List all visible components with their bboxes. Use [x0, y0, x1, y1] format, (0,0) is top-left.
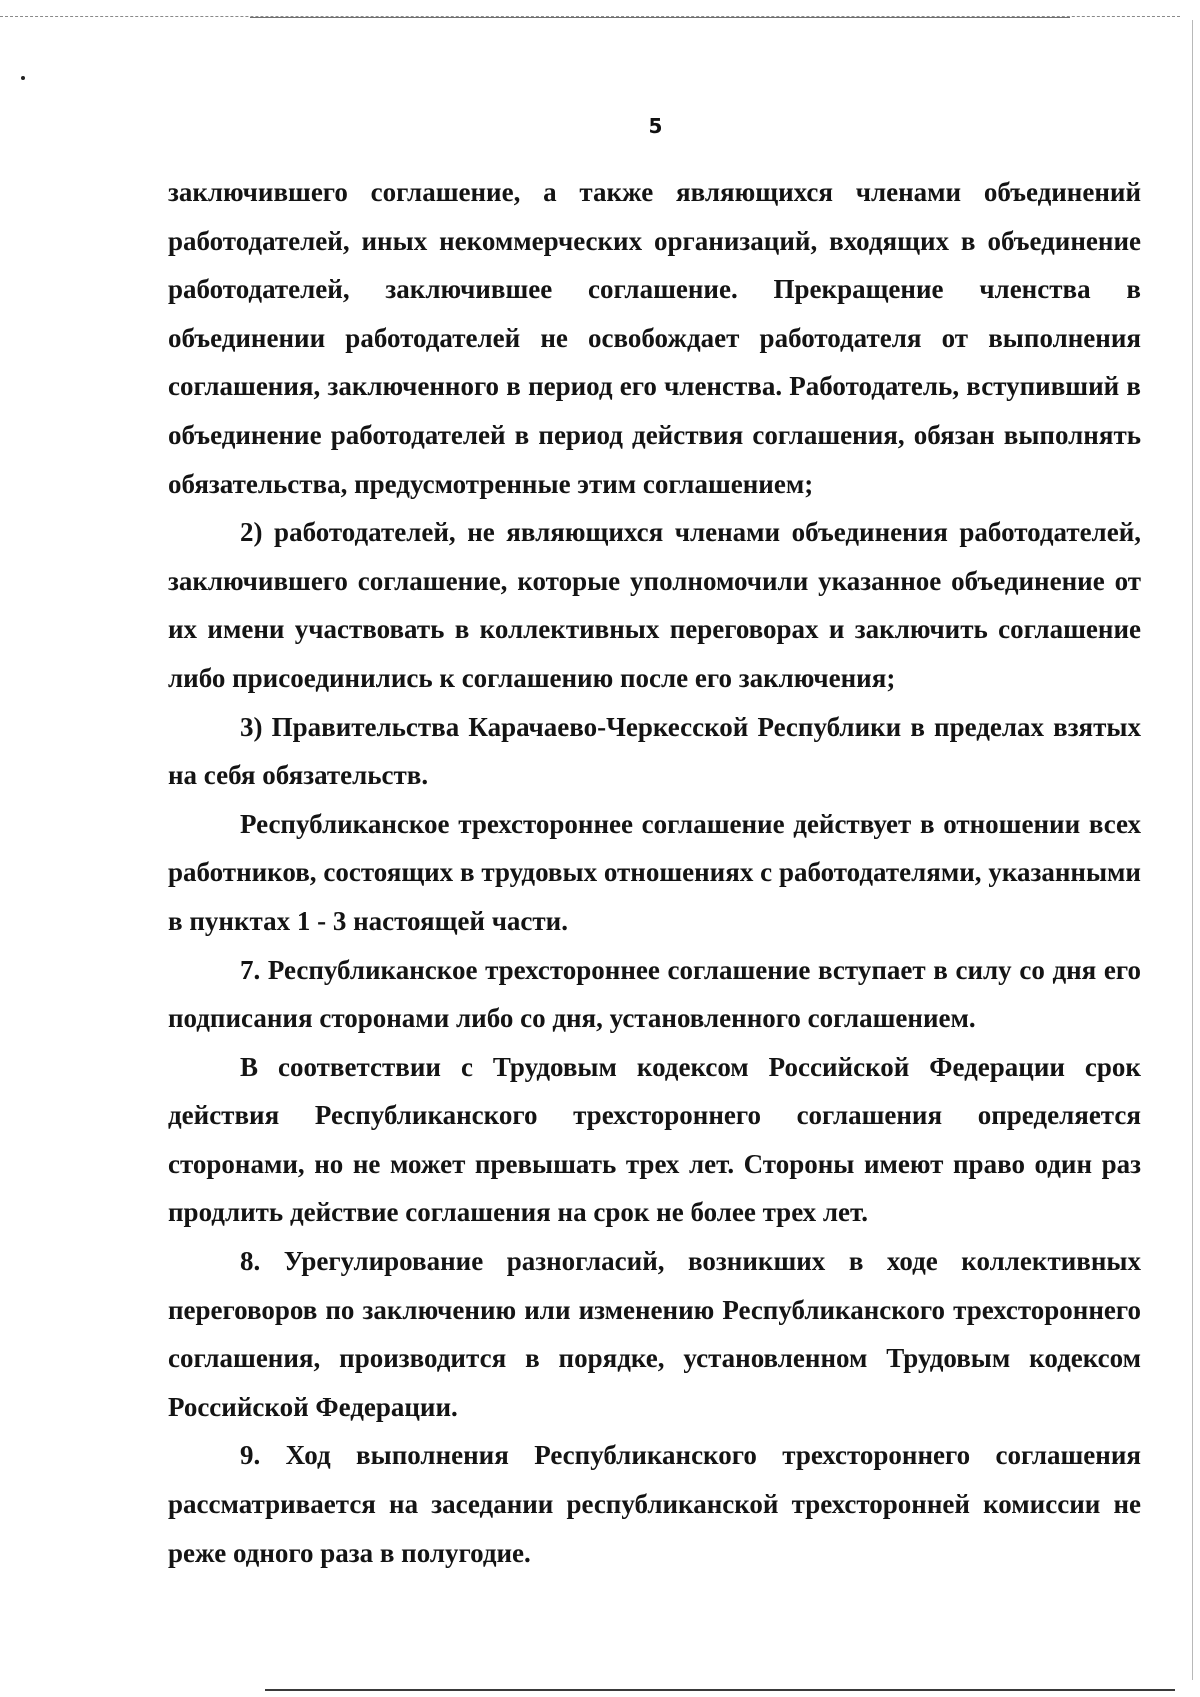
paragraph-clause-7: 7. Республиканское трехстороннее соглашение вступает в силу со дня его подписания сторонами либо со дня, установленного соглашением.	[168, 954, 1141, 1034]
scan-speck	[21, 76, 25, 80]
paragraph-item-2: 2) работодателей, не являющихся членами объединения работодателей, заключившего соглашение, которые уполномочили указанное объединение от их имени участвовать в коллективных переговорах и заключить соглашение либо присоединились к соглашению после его заключения;	[168, 517, 1141, 693]
paragraph-continuation: заключившего соглашение, а также являющихся членами объединений работодателей, иных некоммерческих организаций, входящих в объединение работодателей, заключившее соглашение. Прекращение членства в объединении работодателей не освобождает работодателя от выполнения соглашения, заключенного в период его членства. Работодатель, вступивший в объединение работодателей в период действия соглашения, обязан выполнять обязательства, предусмотренные этим соглашением;	[168, 177, 1141, 499]
paragraph-clause-9: 9. Ход выполнения Республиканского трехстороннего соглашения рассматривается на заседании республиканской трехсторонней комиссии не реже одного раза в полугодие.	[168, 1440, 1141, 1568]
scan-border-top-solid	[250, 17, 1070, 18]
page-number: 5	[648, 114, 663, 138]
document-body	[168, 168, 1141, 1577]
scan-border-bottom	[265, 1689, 1175, 1691]
paragraph-item-3: 3) Правительства Карачаево-Черкесской Республики в пределах взятых на себя обязательств.	[168, 711, 1141, 791]
paragraph-scope: Республиканское трехстороннее соглашение действует в отношении всех работников, состоящих в трудовых отношениях с работодателями, указанными в пунктах 1 - 3 настоящей части.	[168, 808, 1141, 936]
paragraph-term: В соответствии с Трудовым кодексом Российской Федерации срок действия Республиканского трехстороннего соглашения определяется сторонами, но не может превышать трех лет. Стороны имеют право один раз продлить действие соглашения на срок не более трех лет.	[168, 1051, 1141, 1228]
paragraph-clause-8: 8. Урегулирование разногласий, возникших в ходе коллективных переговоров по заключению или изменению Республиканского трехстороннего соглашения, производится в порядке, установленном Трудовым кодексом Российской Федерации.	[168, 1246, 1141, 1422]
scan-edge-right	[1192, 20, 1193, 1680]
